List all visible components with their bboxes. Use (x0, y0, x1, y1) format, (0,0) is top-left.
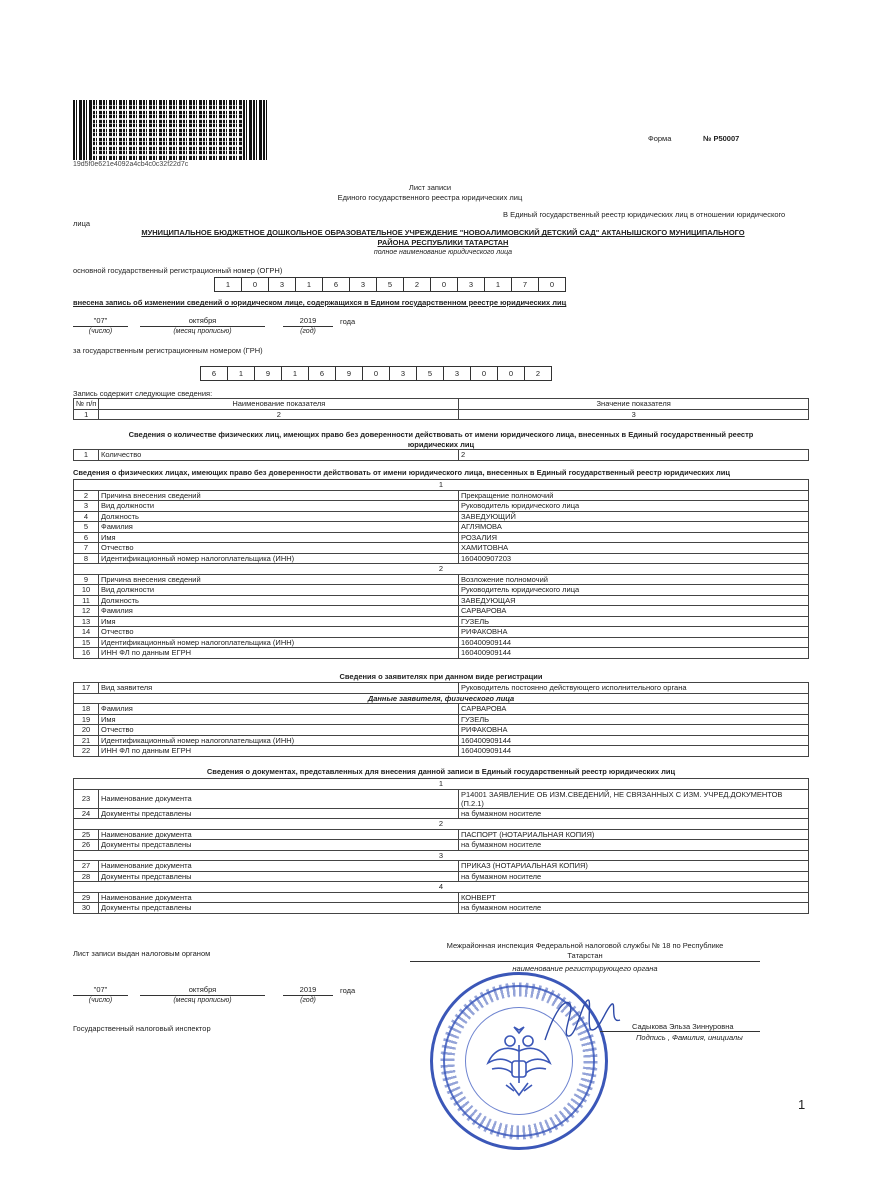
row-number: 17 (74, 683, 99, 694)
row-name: Наименование документа (99, 892, 459, 903)
table-row (74, 637, 809, 648)
ogrn-digit: 2 (403, 277, 431, 292)
date2-month: октября (188, 985, 217, 994)
ogrn-digit: 0 (430, 277, 458, 292)
row-name: Идентификационный номер налогоплательщика (ИНН) (99, 735, 459, 746)
row-name: Должность (99, 595, 459, 606)
ogrn-digit: 6 (322, 277, 350, 292)
form-number: № Р50007 (703, 134, 740, 143)
header-table (73, 398, 809, 420)
table-row (74, 871, 809, 882)
table-row (74, 892, 809, 903)
row-number: 28 (74, 871, 99, 882)
row-value: на бумажном носителе (459, 903, 809, 914)
row-value: 160400909144 (459, 637, 809, 648)
table-row (74, 490, 809, 501)
table-row (74, 683, 809, 694)
row-number: 8 (74, 553, 99, 564)
row-value: ЗАВЕДУЮЩАЯ (459, 595, 809, 606)
ogrn-digit: 3 (457, 277, 485, 292)
row-value: Руководитель постоянно действующего исполнительного органа (459, 683, 809, 694)
grn-digit: 3 (389, 366, 417, 381)
row-number: 15 (74, 637, 99, 648)
row-number: 2 (74, 490, 99, 501)
group-label: 2 (74, 819, 809, 830)
date2-month-caption: (месяц прописью) (173, 997, 232, 1004)
row-number: 1 (74, 450, 99, 461)
applicant-subtitle: Данные заявителя, физического лица (74, 693, 809, 704)
signer-caption: Подпись , Фамилия, инициалы (636, 1033, 743, 1042)
ogrn-digit: 1 (295, 277, 323, 292)
grn-digit: 9 (254, 366, 282, 381)
issued-by: Лист записи выдан налоговым органом (73, 949, 211, 958)
authority-line2: Татарстан (567, 951, 603, 960)
row-name: Имя (99, 714, 459, 725)
count-table (73, 449, 809, 461)
grn-boxes (200, 366, 551, 381)
row-name: Вид заявителя (99, 683, 459, 694)
date1-day-caption: (число) (88, 328, 113, 335)
grn-digit: 1 (227, 366, 255, 381)
row-name: Вид должности (99, 501, 459, 512)
row-number: 4 (74, 511, 99, 522)
row-name: Документы представлены (99, 808, 459, 819)
row-name: Документы представлены (99, 871, 459, 882)
row-value: РИФАКОВНА (459, 627, 809, 638)
title-line1: Лист записи (408, 183, 452, 192)
applicants-table (73, 682, 809, 757)
col-value-header: Значение показателя (459, 399, 809, 410)
group-label: 1 (74, 779, 809, 790)
inspector-label: Государственный налоговый инспектор (73, 1024, 211, 1033)
ogrn-digit: 0 (241, 277, 269, 292)
table-row (74, 606, 809, 617)
row-value: 160400909144 (459, 735, 809, 746)
row-value: 160400907203 (459, 553, 809, 564)
row-number: 11 (74, 595, 99, 606)
row-value: 160400909144 (459, 648, 809, 659)
row-number: 30 (74, 903, 99, 914)
table-row (74, 829, 809, 840)
table-row (74, 789, 809, 808)
table-row (74, 532, 809, 543)
row-number: 21 (74, 735, 99, 746)
col-n-number: 1 (74, 409, 99, 420)
row-number: 18 (74, 704, 99, 715)
date1-year-word: года (340, 317, 356, 326)
record-text: внесена запись об изменении сведений о юридическом лице, содержащихся в Едином государственном реестре юридических лиц (73, 298, 567, 307)
row-name: Фамилия (99, 522, 459, 533)
row-name: Причина внесения сведений (99, 574, 459, 585)
row-number: 10 (74, 585, 99, 596)
row-value: САРВАРОВА (459, 704, 809, 715)
table-row (74, 616, 809, 627)
authority-caption: наименование регистрирующего органа (512, 964, 658, 973)
ogrn-label: основной государственный регистрационный номер (ОГРН) (73, 266, 283, 275)
row-number: 19 (74, 714, 99, 725)
table-row (74, 704, 809, 715)
row-name: Фамилия (99, 606, 459, 617)
authority-line1: Межрайонная инспекция Федеральной налоговой службы № 18 по Республике (446, 941, 724, 950)
col-value-number: 3 (459, 409, 809, 420)
signature-icon (540, 990, 630, 1050)
row-value: 160400909144 (459, 746, 809, 757)
ogrn-digit: 3 (349, 277, 377, 292)
intro-cont: лица (73, 219, 91, 228)
grn-digit: 0 (362, 366, 390, 381)
row-value: Руководитель юридического лица (459, 585, 809, 596)
table-row (74, 714, 809, 725)
date2-day-caption: (число) (88, 997, 113, 1004)
date2-year-caption: (год) (300, 997, 316, 1004)
form-label: Форма (648, 134, 672, 143)
row-value: КОНВЕРТ (459, 892, 809, 903)
grn-digit: 6 (200, 366, 228, 381)
row-number: 13 (74, 616, 99, 627)
table-row (74, 627, 809, 638)
ogrn-digit: 1 (214, 277, 242, 292)
row-name: Отчество (99, 543, 459, 554)
row-number: 5 (74, 522, 99, 533)
date1-month: октября (188, 316, 217, 325)
ogrn-digit: 1 (484, 277, 512, 292)
table-row (74, 553, 809, 564)
table-row (74, 543, 809, 554)
table-row (74, 648, 809, 659)
table-row (74, 522, 809, 533)
date2-day: "07" (93, 985, 108, 994)
row-name: Документы представлены (99, 903, 459, 914)
grn-digit: 1 (281, 366, 309, 381)
col-n-header: № п/п (74, 399, 99, 410)
table-row (74, 903, 809, 914)
docs-table (73, 778, 809, 914)
barcode (73, 100, 269, 160)
row-name: ИНН ФЛ по данным ЕГРН (99, 648, 459, 659)
row-value: Р14001 ЗАЯВЛЕНИЕ ОБ ИЗМ.СВЕДЕНИЙ, НЕ СВЯЗАННЫХ С ИЗМ. УЧРЕД.ДОКУМЕНТОВ (П.2.1) (459, 789, 809, 808)
grn-digit: 6 (308, 366, 336, 381)
row-number: 22 (74, 746, 99, 757)
row-name: Отчество (99, 627, 459, 638)
table-row (74, 595, 809, 606)
ogrn-digit: 5 (376, 277, 404, 292)
row-name: Количество (99, 450, 459, 461)
date1-year-caption: (год) (300, 328, 316, 335)
row-number: 14 (74, 627, 99, 638)
row-value: РИФАКОВНА (459, 725, 809, 736)
ogrn-digit: 0 (538, 277, 566, 292)
grn-digit: 9 (335, 366, 363, 381)
group-label: 3 (74, 850, 809, 861)
row-value: Возложение полномочий (459, 574, 809, 585)
date1-month-line (140, 326, 265, 327)
authority-line (410, 961, 760, 962)
group-label: 2 (74, 564, 809, 575)
table-row (74, 725, 809, 736)
sec-applicants-title: Сведения о заявителях при данном виде регистрации (339, 672, 543, 681)
page-number: 1 (798, 1097, 806, 1112)
ogrn-boxes (214, 277, 565, 292)
table-row (74, 501, 809, 512)
table-row (74, 574, 809, 585)
title-line2: Единого государственного реестра юридических лиц (337, 193, 523, 202)
row-name: Идентификационный номер налогоплательщика (ИНН) (99, 637, 459, 648)
contains-text: Запись содержит следующие сведения: (73, 389, 213, 398)
row-name: Отчество (99, 725, 459, 736)
row-name: Наименование документа (99, 861, 459, 872)
table-row (74, 585, 809, 596)
table-row (74, 450, 809, 461)
date2-year-line (283, 995, 333, 996)
date1-day: "07" (93, 316, 108, 325)
row-value: РОЗАЛИЯ (459, 532, 809, 543)
row-name: Имя (99, 532, 459, 543)
row-value: ПРИКАЗ (НОТАРИАЛЬНАЯ КОПИЯ) (459, 861, 809, 872)
row-number: 3 (74, 501, 99, 512)
intro-text: В Единый государственный реестр юридических лиц в отношении юридического (503, 210, 786, 219)
row-value: на бумажном носителе (459, 808, 809, 819)
grn-label: за государственным регистрационным номером (ГРН) (73, 346, 263, 355)
row-number: 27 (74, 861, 99, 872)
date1-day-line (73, 326, 128, 327)
org-name-caption: полное наименование юридического лица (373, 249, 513, 256)
table-row (74, 840, 809, 851)
row-value: АГЛЯМОВА (459, 522, 809, 533)
grn-digit: 5 (416, 366, 444, 381)
date1-month-caption: (месяц прописью) (173, 328, 232, 335)
date2-day-line (73, 995, 128, 996)
date1-year: 2019 (299, 316, 317, 325)
grn-digit: 0 (497, 366, 525, 381)
group-label: 4 (74, 882, 809, 893)
row-number: 9 (74, 574, 99, 585)
row-value: ГУЗЕЛЬ (459, 616, 809, 627)
grn-digit: 0 (470, 366, 498, 381)
row-number: 6 (74, 532, 99, 543)
row-name: Наименование документа (99, 789, 459, 808)
date2-year-word: года (340, 986, 356, 995)
table-row (74, 861, 809, 872)
org-name-line1: МУНИЦИПАЛЬНОЕ БЮДЖЕТНОЕ ДОШКОЛЬНОЕ ОБРАЗОВАТЕЛЬНОЕ УЧРЕЖДЕНИЕ "НОВОАЛИМОВСКИЙ ДЕТСКИЙ САД" АКТАНЫШСКОГО МУНИЦИПАЛЬНОГО (141, 228, 745, 237)
row-name: Идентификационный номер налогоплательщика (ИНН) (99, 553, 459, 564)
row-name: Фамилия (99, 704, 459, 715)
sec-docs-title: Сведения о документах, представленных для внесения данной записи в Единый государственный реестр юридических лиц (206, 767, 676, 776)
row-name: Вид должности (99, 585, 459, 596)
row-value: Прекращение полномочий (459, 490, 809, 501)
group-label: 1 (74, 480, 809, 491)
row-number: 20 (74, 725, 99, 736)
row-value: ХАМИТОВНА (459, 543, 809, 554)
date1-year-line (283, 326, 333, 327)
sec-count-title1: Сведения о количестве физических лиц, имеющих право без доверенности действовать от имени юридического лица, внесенных в Единый государственный реестр (128, 430, 754, 439)
signer-name: Садыкова Эльза Зиннуровна (632, 1022, 734, 1031)
row-name: Имя (99, 616, 459, 627)
row-value: САРВАРОВА (459, 606, 809, 617)
row-name: Причина внесения сведений (99, 490, 459, 501)
table-row (74, 808, 809, 819)
row-value: ГУЗЕЛЬ (459, 714, 809, 725)
signer-line (600, 1031, 760, 1032)
date2-month-line (140, 995, 265, 996)
col-name-header: Наименование показателя (99, 399, 459, 410)
row-name: Документы представлены (99, 840, 459, 851)
ogrn-digit: 7 (511, 277, 539, 292)
row-number: 26 (74, 840, 99, 851)
row-number: 16 (74, 648, 99, 659)
grn-digit: 2 (524, 366, 552, 381)
row-value: ПАСПОРТ (НОТАРИАЛЬНАЯ КОПИЯ) (459, 829, 809, 840)
row-number: 7 (74, 543, 99, 554)
row-name: Должность (99, 511, 459, 522)
table-row (74, 735, 809, 746)
row-number: 12 (74, 606, 99, 617)
grn-digit: 3 (443, 366, 471, 381)
table-row (74, 746, 809, 757)
row-name: ИНН ФЛ по данным ЕГРН (99, 746, 459, 757)
date2-year: 2019 (299, 985, 317, 994)
org-name-line2: РАЙОНА РЕСПУБЛИКИ ТАТАРСТАН (377, 238, 509, 247)
row-value: 2 (459, 450, 809, 461)
row-value: ЗАВЕДУЮЩИЙ (459, 511, 809, 522)
persons-table (73, 479, 809, 659)
row-value: на бумажном носителе (459, 871, 809, 882)
barcode-text: 19d5f0e621e4092a4cb4c0c32f22d7c (73, 161, 189, 168)
row-value: на бумажном носителе (459, 840, 809, 851)
sec-persons-title: Сведения о физических лицах, имеющих право без доверенности действовать от имени юридического лица, внесенных в Единый государственный реестр юридических лиц (73, 468, 730, 477)
sec-count-title2: юридических лиц (407, 440, 475, 449)
row-value: Руководитель юридического лица (459, 501, 809, 512)
row-number: 24 (74, 808, 99, 819)
row-number: 25 (74, 829, 99, 840)
col-name-number: 2 (99, 409, 459, 420)
ogrn-digit: 3 (268, 277, 296, 292)
row-number: 29 (74, 892, 99, 903)
row-number: 23 (74, 789, 99, 808)
table-row (74, 511, 809, 522)
row-name: Наименование документа (99, 829, 459, 840)
